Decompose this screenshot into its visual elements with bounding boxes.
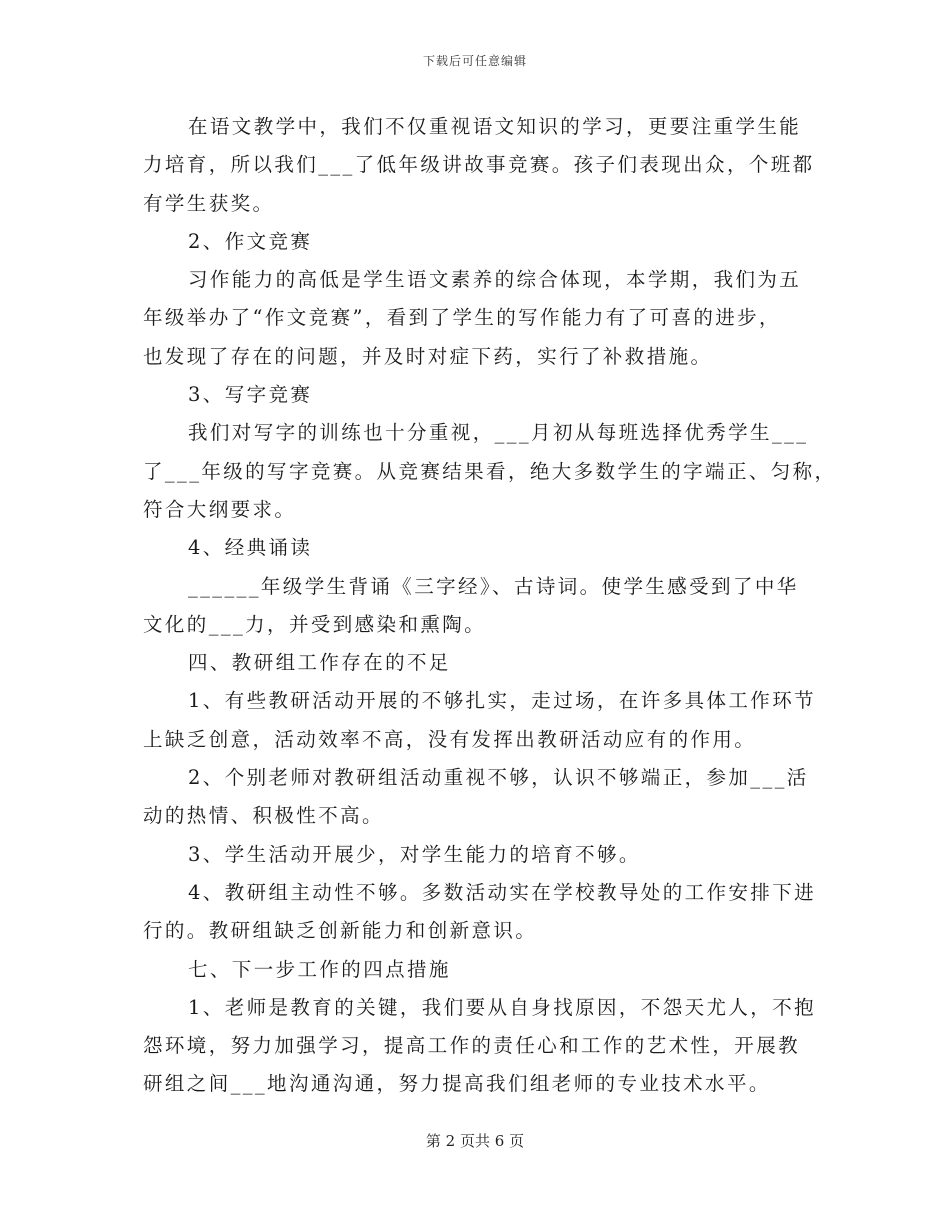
text-line: 1、有些教研活动开展的不够扎实，走过场，在许多具体工作环节 — [188, 689, 817, 713]
page-header-note: 下载后可任意编辑 — [422, 54, 527, 68]
text-line: 年级举办了“作文竞赛”，看到了学生的写作能力有了可喜的进步， — [143, 306, 781, 330]
text-line: 四、教研组工作存在的不足 — [188, 651, 451, 675]
text-line: 怨环境，努力加强学习，提高工作的责任心和工作的艺术性，开展教 — [143, 1034, 801, 1058]
text-line: 了___年级的写字竞赛。从竞赛结果看，绝大多数学生的字端正、匀称， — [143, 459, 837, 483]
text-line: 符合大纲要求。 — [143, 497, 297, 521]
text-line: 3、学生活动开展少，对学生能力的培育不够。 — [188, 842, 641, 866]
text-line: 力培育，所以我们___了低年级讲故事竞赛。孩子们表现出众，个班都 — [143, 153, 815, 177]
text-line: 习作能力的高低是学生语文素养的综合体现，本学期，我们为五 — [188, 268, 802, 292]
text-line: ______年级学生背诵《三字经》、古诗词。使学生感受到了中华 — [188, 574, 799, 598]
text-line: 七、下一步工作的四点措施 — [188, 957, 451, 981]
text-line: 1、老师是教育的关键，我们要从自身找原因，不怨天尤人，不抱 — [188, 995, 817, 1019]
text-line: 行的。教研组缺乏创新能力和创新意识。 — [143, 919, 538, 943]
text-line: 2、作文竞赛 — [188, 229, 313, 253]
text-line: 也发现了存在的问题，并及时对症下药，实行了补救措施。 — [143, 344, 713, 368]
text-line: 研组之间___地沟通沟通，努力提高我们组老师的专业技术水平。 — [143, 1072, 771, 1096]
text-line: 动的热情、积极性不高。 — [143, 804, 384, 828]
document-body — [143, 108, 837, 1104]
page-number: 第 2 页共 6 页 — [425, 1132, 525, 1150]
text-line: 文化的___力，并受到感染和熏陶。 — [143, 612, 487, 636]
text-line: 我们对写字的训练也十分重视，___月初从每班选择优秀学生___ — [188, 421, 809, 445]
text-line: 3、写字竞赛 — [188, 383, 313, 407]
text-line: 有学生获奖。 — [143, 191, 275, 215]
text-line: 4、教研组主动性不够。多数活动实在学校教导处的工作安排下进 — [188, 880, 817, 904]
text-line: 2、个别老师对教研组活动重视不够，认识不够端正，参加___活 — [188, 766, 809, 790]
text-line: 4、经典诵读 — [188, 536, 313, 560]
text-line: 在语文教学中，我们不仅重视语文知识的学习，更要注重学生能 — [188, 115, 802, 138]
text-line: 上缺乏创意，活动效率不高，没有发挥出教研活动应有的作用。 — [143, 727, 757, 751]
